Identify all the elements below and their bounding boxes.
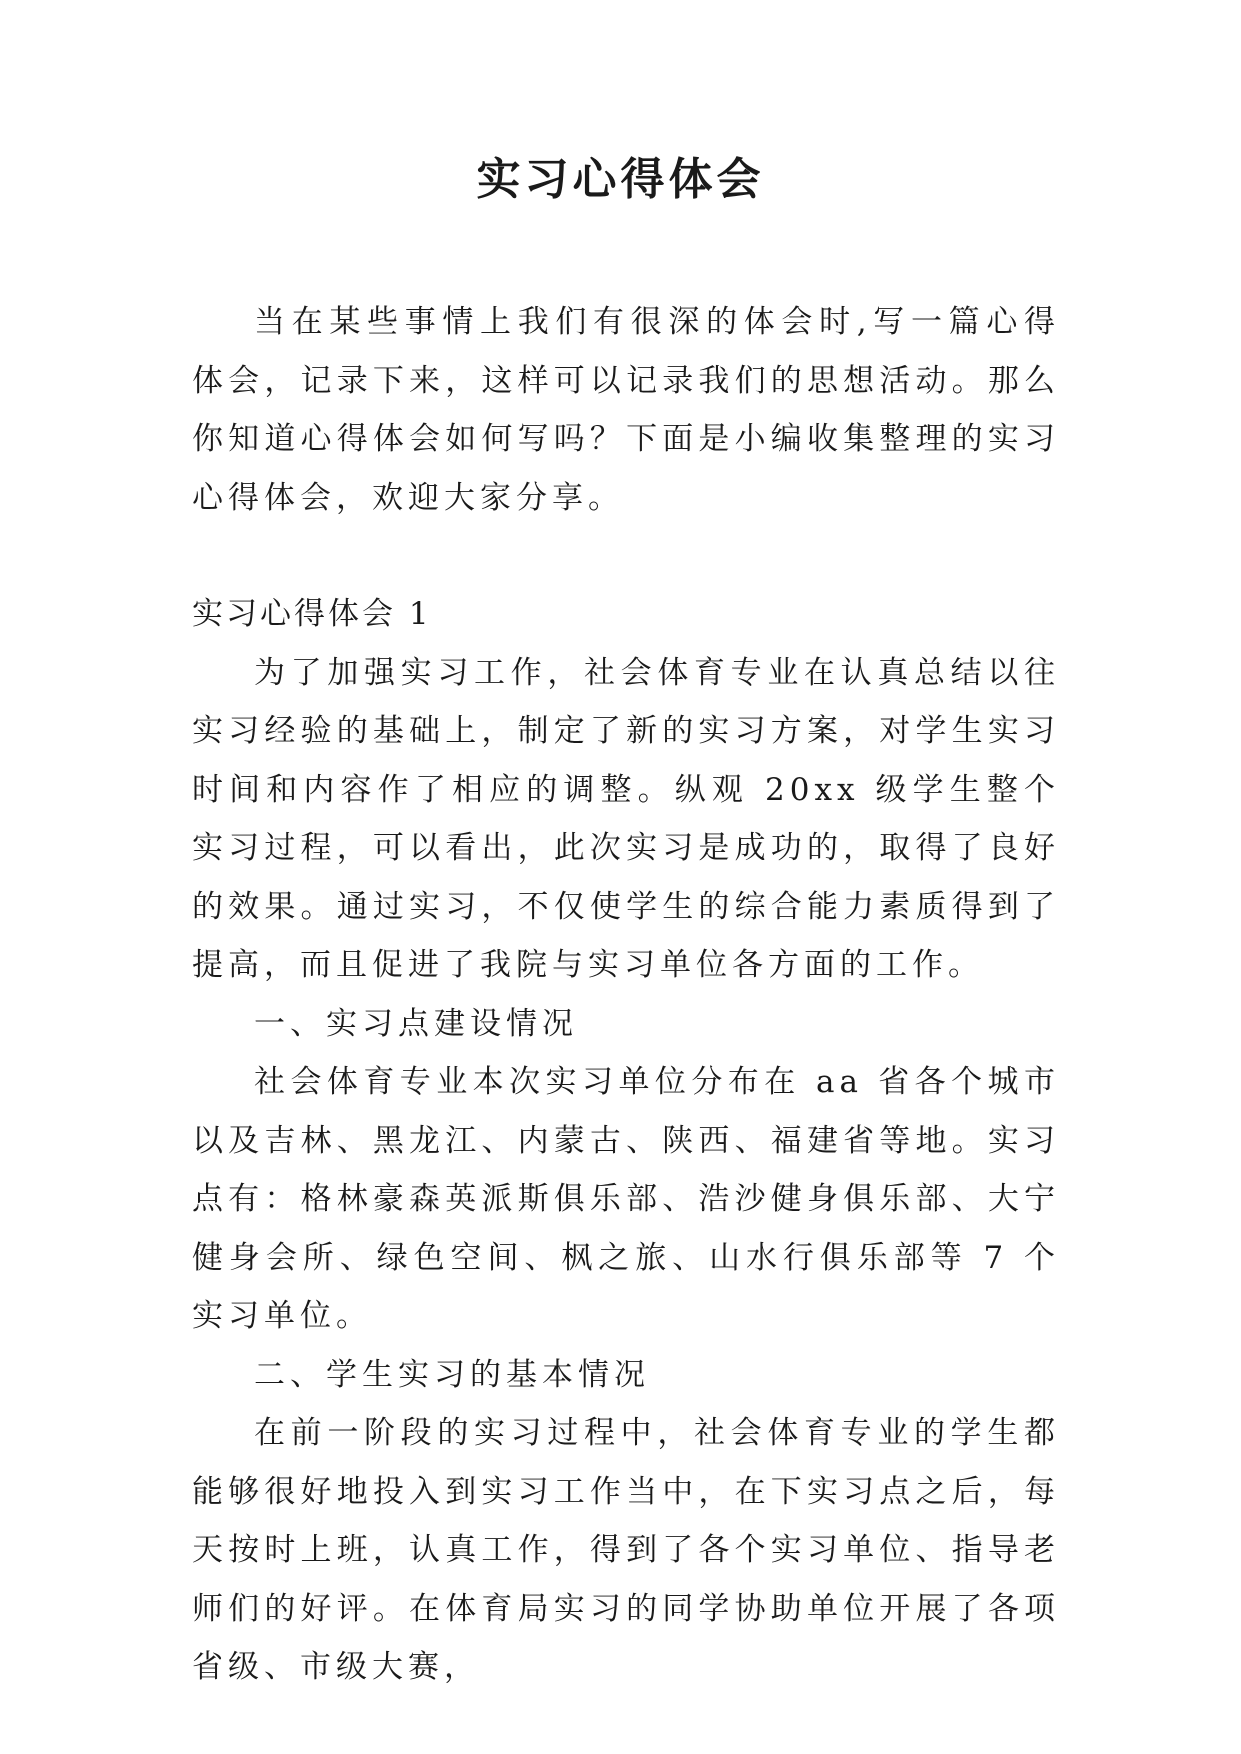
subheading-practice-sites: 一、实习点建设情况 xyxy=(254,1005,578,1042)
section-heading: 实习心得体会 1 xyxy=(192,596,432,632)
subheading-student-internship: 二、学生实习的基本情况 xyxy=(254,1356,650,1393)
intro-paragraph: 当在某些事情上我们有很深的体会时,写一篇心得体会，记录下来，这样可以记录我们的思想活动。那么你知道心得体会如何写吗？下面是小编收集整理的实习心得体会，欢迎大家分享。 xyxy=(192,304,1060,516)
document-body xyxy=(192,293,1060,1697)
body-paragraph: 社会体育专业本次实习单位分布在 aa 省各个城市以及吉林、黑龙江、内蒙古、陕西、福建省等地。实习点有：格林豪森英派斯俱乐部、浩沙健身俱乐部、大宁健身会所、绿色空间、枫之旅、山水行俱乐部等 7 个实习单位。 xyxy=(192,1064,1060,1334)
document-title: 实习心得体会 xyxy=(476,154,765,205)
body-paragraph: 为了加强实习工作，社会体育专业在认真总结以往实习经验的基础上，制定了新的实习方案，对学生实习时间和内容作了相应的调整。纵观 20xx 级学生整个实习过程，可以看出，此次实习是成功的，取得了良好的效果。通过实习，不仅使学生的综合能力素质得到了提高，而且促进了我院与实习单位各方面的工作。 xyxy=(192,654,1060,983)
body-paragraph: 在前一阶段的实习过程中，社会体育专业的学生都能够很好地投入到实习工作当中，在下实习点之后，每天按时上班，认真工作，得到了各个实习单位、指导老师们的好评。在体育局实习的同学协助单位开展了各项省级、市级大赛， xyxy=(192,1415,1060,1685)
